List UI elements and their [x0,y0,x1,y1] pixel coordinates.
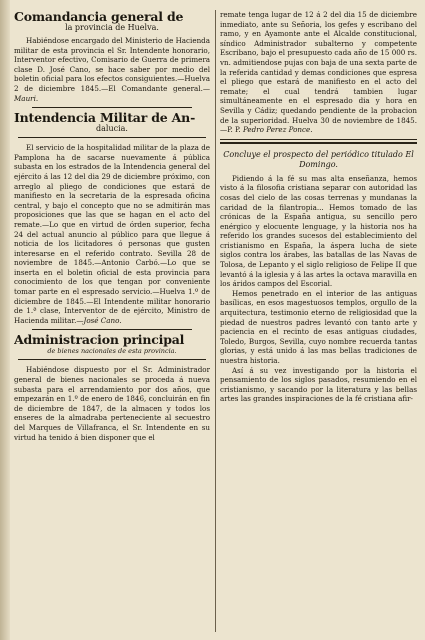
section-title: Administracion principal [14,332,185,348]
article-paragraph: Pidiendo á la fé su mas alta enseñanza, hemos visto á la filosofia cristiana separar con autoridad las cosas del cielo de las cosas terrenas y mundanas la caridad de la filantropia... Hemos tomado de las crónicas de la España antigua, su sencillo pero enérgico y elocuente lenguage, y la historia nos ha referido los grandes sucesos del establecimiento del cristianismo en España, la áspera lucha de siete siglos contra los árabes, las batallas de las Navas de Tolosa, de Lepanto y el siglo religioso de Felipe II que levantó á la iglesia y á las artes la octava maravilla en los áridos campos del Escorial. [220,173,417,289]
divider [32,329,192,330]
signature: Pedro Perez Ponce. [242,125,313,135]
section-body: Habiéndose dispuesto por el Sr. Administrador general de bienes nacionales se proceda á nueva subasta para el arrendamiento por dos años, que empezarán en 1.º de enero de 1846, concluirán en fin de diciembre de 1847, de la almacen y todos los enseres de la almadraba perteneciente al secuestro del Marques de Villafranca, el Sr. Intendente en su virtud ha tenido á bien disponer que el [14,365,210,442]
section-subtitle: dalucia. [96,124,128,134]
section-comandancia [14,10,210,108]
divider [18,137,206,138]
section-administracion [14,333,210,442]
column-divider [215,10,216,632]
right-column [220,10,417,632]
section-title: Intendencia Militar de An- [14,110,196,126]
article-title: Concluye el prospecto del periódico titulado El Domingo. [223,149,414,169]
divider [18,359,206,360]
continued-body: remate tenga lugar de 12 á 2 del dia 15 de diciembre inmediato, ante su Señoria, los gefes y escribano del ramo, y en Ayamonte ante el Alcalde constitucional, síndico Administrador subalterno y competente Escribano, bajo el presupuesto cada año de 15 000 rs. vn. admitiendose pujas con baja de una sexta parte de la referida cantidad y demas condiciones que espresa el pliego que estará de manifiesto en el acto del remate; el cual tendrá tambien lugar simultáneamente en el espresado dia y hora en Sevilla y Cádiz; quedando pendiente de la probacion de la superioridad. Huelva 30 de noviembre de 1845.—P. P. Pedro Perez Ponce. [220,10,417,135]
section-body: Habiéndose encargado del Ministerio de Hacienda militar de esta provincia el Sr. Intendente honorario, Interventor efectivo, Comisario de Guerra de primera clase D. José Cano, se hace saber por medio del boletin oficial para los efectos consiguientes.—Huelva 2 de diciembre 1845.—El Comandante general.—Mauri. [14,36,210,103]
section-title: Comandancia general de [14,10,184,24]
signature: Mauri. [14,93,39,103]
section-intendencia [14,111,210,330]
left-column [14,10,210,632]
divider [220,139,417,140]
article-paragraph: Hemos penetrado en el interior de las antiguas basílicas, en esos magestuosos templos, orgullo de la arquitectura, testimonio eterno de religiosidad que la piedad de nuestros padres levantó con tanto arte y paciencia en el recinto de esas antiguas ciudades, Toledo, Burgos, Sevilla, cuyo nombre recuerda tantas glorias, y está unido á las mas bellas tradiciones de nuestra historia. [220,288,417,365]
divider [32,107,192,108]
signature: José Cano. [83,315,122,325]
section-subtitle: de bienes nacionales de esta provincia. [47,347,177,356]
divider [220,142,417,144]
page-binding-edge [0,0,10,640]
article-paragraph: Así á su vez investigando por la historia el pensamiento de los siglos pasados, resumiendo en el cristianismo, y sacando por la literatura y las bellas artes las grandes inspiraciones de la fé cristiana afir- [220,365,417,404]
section-subtitle: la provincia de Huelva. [65,23,159,32]
section-body: El servicio de la hospitalidad militar de la plaza de Pamplona ha de sacarse nuevamente á pública subasta en los estrados de la Intendencia general del ejército á las 12 del dia 29 de diciembre próximo, con arreglo al pliego de condiciones que estará de manifiesto en la secretaria de la espresada oficina central, y bajo el concepto que no se admitirán mas proposiciones que las que se hagan en el acto del remate.—Lo que en virtud de órden superior, fecha 24 del actual anuncio al público para que llegue á noticia de los licitadores ó personas que gusten interesarse en el referido contrato. Sevilla 28 de noviembre de 1845.—Antonio Carbó.—Lo que se inserta en el boletin oficial de esta provincia para conocimiento de los que tengan por conveniente tomar parte en el espresado servicio.—Huelva 1.º de diciembre de 1845.—El Intendente militar honorario de 1.ª clase, Interventor de de ejército, Ministro de Hacienda militar.—José Cano. [14,143,210,325]
